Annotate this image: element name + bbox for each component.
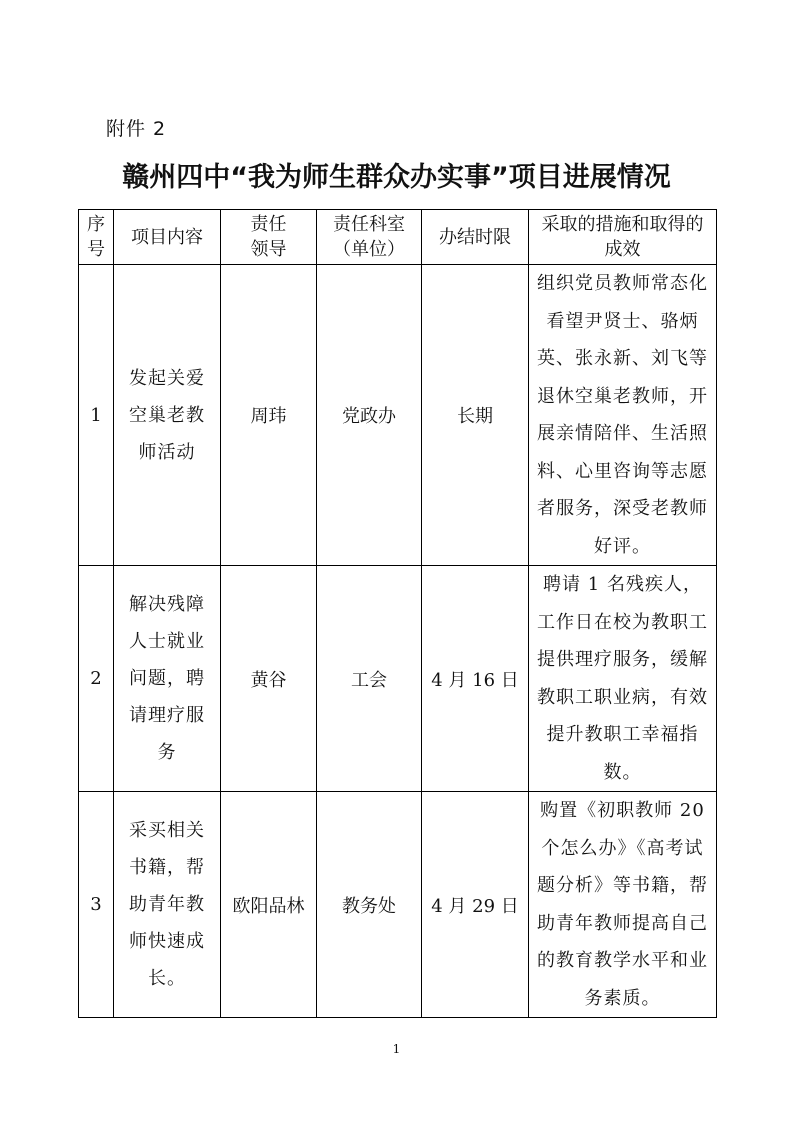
row-department: 工会 [317, 566, 422, 792]
header-no [79, 210, 114, 265]
row-leader: 黄谷 [221, 566, 317, 792]
table-header-row [79, 210, 717, 265]
row-department: 教务处 [317, 792, 422, 1018]
row-measures [529, 265, 717, 566]
row-deadline: 4 月 16 日 [422, 566, 529, 792]
row-content-text: 解决残障人士就业问题，聘请理疗服务 [129, 594, 205, 763]
header-measures-text: 采取的措施和取得的成效 [541, 214, 704, 260]
header-content: 项目内容 [114, 210, 221, 265]
table-row [79, 265, 717, 566]
document-title: 赣州四中“我为师生群众办实事”项目进展情况 [122, 162, 671, 193]
row-content-text: 采买相关书籍，帮助青年教师快速成长。 [129, 820, 205, 989]
row-content [114, 566, 221, 792]
row-no: 1 [79, 265, 114, 566]
page-number: 1 [392, 1042, 401, 1056]
row-measures-text: 聘请 1 名残疾人，工作日在校为教职工提供理疗服务，缓解教职工职业病，有效提升教职工幸福指数。 [537, 574, 708, 783]
row-no: 2 [79, 566, 114, 792]
table-row [79, 566, 717, 792]
row-leader: 周玮 [221, 265, 317, 566]
table-row [79, 792, 717, 1018]
header-department-text: 责任科室（单位） [333, 214, 405, 260]
header-leader [221, 210, 317, 265]
header-department [317, 210, 422, 265]
row-content-text: 发起关爱空巢老教师活动 [129, 367, 205, 463]
row-no: 3 [79, 792, 114, 1018]
row-department: 党政办 [317, 265, 422, 566]
row-deadline: 长期 [422, 265, 529, 566]
header-no-text: 序号 [87, 214, 105, 260]
header-leader-text: 责任领导 [250, 214, 287, 260]
row-measures [529, 566, 717, 792]
row-deadline: 4 月 29 日 [422, 792, 529, 1018]
row-content [114, 265, 221, 566]
row-measures-text: 组织党员教师常态化看望尹贤士、骆炳英、张永新、刘飞等退休空巢老教师，开展亲情陪伴、生活照料、心里咨询等志愿者服务，深受老教师好评。 [537, 273, 708, 557]
progress-table [78, 209, 717, 1018]
row-measures-text: 购置《初职教师 20 个怎么办》《高考试题分析》等书籍，帮助青年教师提高自己的教育教学水平和业务素质。 [537, 800, 708, 1009]
attachment-label: 附件 2 [106, 118, 167, 140]
row-content [114, 792, 221, 1018]
header-deadline: 办结时限 [422, 210, 529, 265]
header-measures [529, 210, 717, 265]
row-measures [529, 792, 717, 1018]
row-leader: 欧阳品林 [221, 792, 317, 1018]
